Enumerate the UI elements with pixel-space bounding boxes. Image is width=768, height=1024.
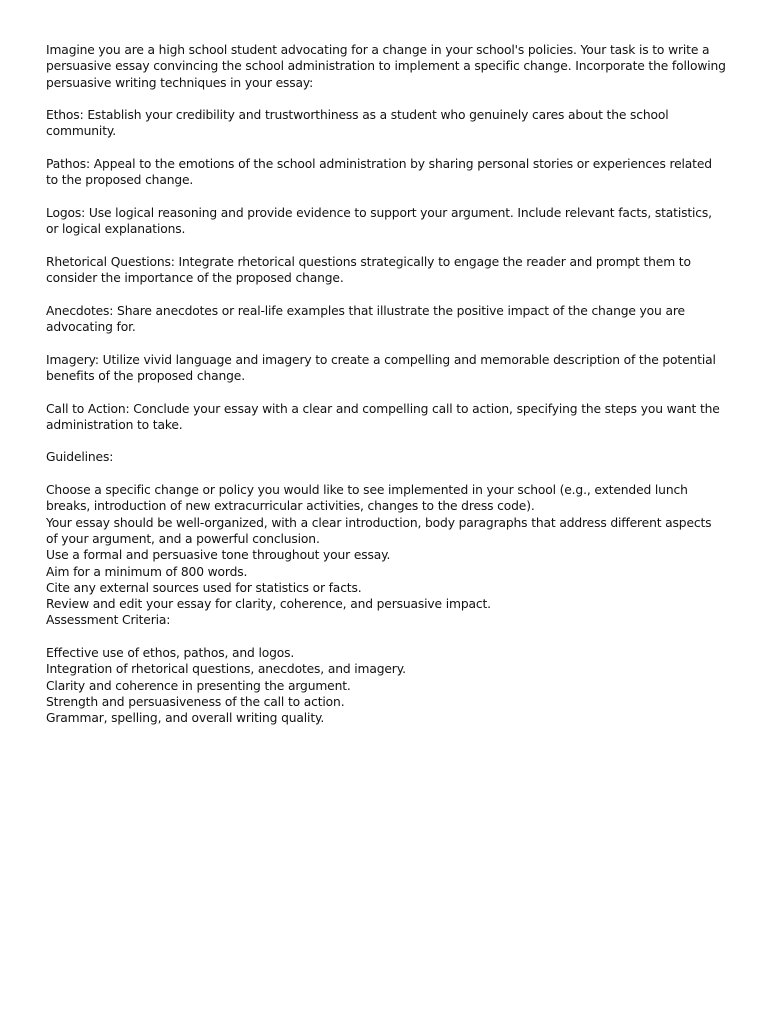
guideline-item: Aim for a minimum of 800 words. (46, 564, 248, 579)
assessment-item: Grammar, spelling, and overall writing quality. (46, 711, 325, 726)
pathos-paragraph: Pathos: Appeal to the emotions of the school administration by sharing personal stories or experiences related to the proposed change. (46, 157, 712, 188)
assessment-item: Clarity and coherence in presenting the argument. (46, 678, 351, 693)
document-body (46, 42, 726, 726)
guidelines-heading: Guidelines: (46, 450, 114, 465)
intro-paragraph: Imagine you are a high school student advocating for a change in your school's policies. Your task is to write a persuasive essay convincing the school administration to implement a specific change. Incorporate the following persuasive writing techniques in your essay: (46, 43, 726, 90)
assessment-list (46, 645, 726, 726)
logos-paragraph: Logos: Use logical reasoning and provide evidence to support your argument. Include relevant facts, statistics, or logical explanations. (46, 205, 712, 237)
guideline-item: Review and edit your essay for clarity, coherence, and persuasive impact. (46, 597, 491, 612)
guideline-item: Choose a specific change or policy you would like to see implemented in your school (e.g., extended lunch breaks, introduction of new extracurricular activities, changes to the dress code). (46, 483, 688, 514)
ethos-paragraph: Ethos: Establish your credibility and trustworthiness as a student who genuinely cares about the school community. (46, 108, 669, 139)
guideline-item: Cite any external sources used for statistics or facts. (46, 580, 362, 595)
call-to-action-paragraph: Call to Action: Conclude your essay with a clear and compelling call to action, specifying the steps you want the administration to take. (46, 401, 720, 432)
guideline-item: Your essay should be well-organized, with a clear introduction, body paragraphs that address different aspects of your argument, and a powerful conclusion. (46, 515, 712, 546)
anecdotes-paragraph: Anecdotes: Share anecdotes or real-life examples that illustrate the positive impact of the change you are advocating for. (46, 303, 685, 335)
rhetorical-questions-paragraph: Rhetorical Questions: Integrate rhetorical questions strategically to engage the reader and prompt them to consider the importance of the proposed change. (46, 254, 691, 286)
blank-line (46, 629, 726, 645)
assessment-item: Integration of rhetorical questions, anecdotes, and imagery. (46, 662, 406, 677)
assessment-item: Strength and persuasiveness of the call to action. (46, 694, 345, 709)
guideline-item: Use a formal and persuasive tone throughout your essay. (46, 548, 391, 563)
assessment-heading: Assessment Criteria: (46, 613, 171, 628)
assessment-item: Effective use of ethos, pathos, and logos. (46, 645, 295, 660)
guidelines-list (46, 482, 726, 612)
imagery-paragraph: Imagery: Utilize vivid language and imagery to create a compelling and memorable description of the potential benefits of the proposed change. (46, 352, 716, 383)
